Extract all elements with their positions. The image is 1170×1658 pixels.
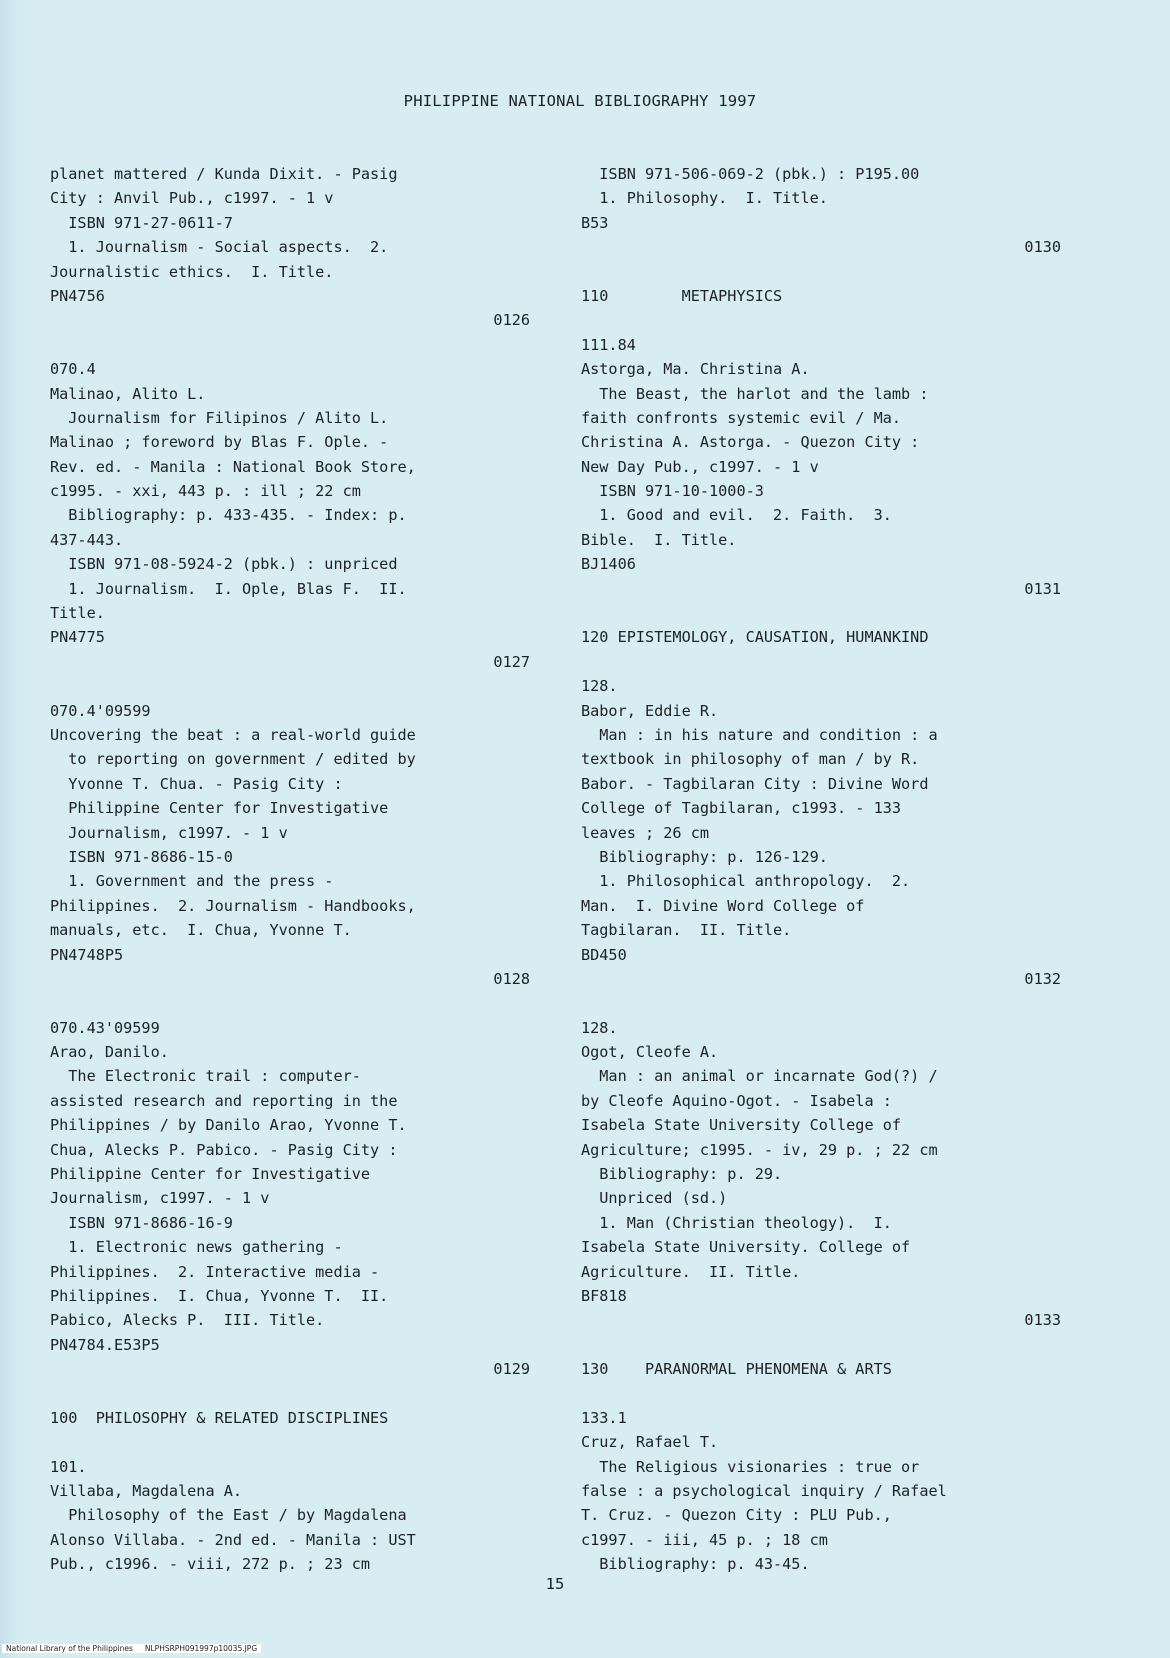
bibliography-entry bbox=[50, 1455, 530, 1577]
entry-line: BD450 bbox=[581, 945, 627, 964]
page-header: PHILIPPINE NATIONAL BIBLIOGRAPHY 1997 bbox=[403, 92, 757, 110]
section-heading: 130 PARANORMAL PHENOMENA & ARTS bbox=[581, 1360, 892, 1379]
entry-number: 0132 bbox=[1024, 969, 1061, 988]
entry-line: 1. Man (Christian theology). I. bbox=[581, 1213, 892, 1232]
spacer bbox=[50, 1382, 530, 1406]
entry-line: ISBN 971-27-0611-7 bbox=[50, 213, 233, 232]
entry-line: PN4775 bbox=[50, 628, 105, 647]
entry-line: The Religious visionaries : true or bbox=[581, 1457, 920, 1476]
entry-line: BJ1406 bbox=[581, 555, 636, 574]
entry-line: 1. Good and evil. 2. Faith. 3. bbox=[581, 506, 892, 525]
spacer bbox=[50, 333, 530, 357]
section-heading: 110 METAPHYSICS bbox=[581, 286, 783, 305]
section-heading: 100 PHILOSOPHY & RELATED DISCIPLINES bbox=[50, 1408, 389, 1427]
entry-line: ISBN 971-506-069-2 (pbk.) : P195.00 bbox=[581, 165, 920, 183]
entry-line: The Beast, the harlot and the lamb : bbox=[581, 384, 929, 403]
entry-number: 0129 bbox=[493, 1360, 530, 1379]
entry-line: Astorga, Ma. Christina A. bbox=[581, 360, 810, 379]
spacer bbox=[581, 601, 1061, 625]
entry-line: Journalism, c1997. - 1 v bbox=[50, 823, 288, 842]
spacer bbox=[581, 308, 1061, 332]
entry-line: Bibliography: p. 126-129. bbox=[581, 847, 828, 866]
spacer bbox=[50, 1430, 530, 1454]
entry-line: 437-443. bbox=[50, 530, 124, 549]
spacer bbox=[581, 1382, 1061, 1406]
spacer bbox=[581, 991, 1061, 1015]
entry-line: Christina A. Astorga. - Quezon City : bbox=[581, 433, 920, 452]
entry-line: PN4756 bbox=[50, 286, 105, 305]
entry-line: c1997. - iii, 45 p. ; 18 cm bbox=[581, 1530, 828, 1549]
bibliography-entry bbox=[581, 162, 1061, 260]
entry-line: 111.84 bbox=[581, 335, 636, 354]
entry-line: B53 bbox=[581, 213, 609, 232]
entry-number: 0126 bbox=[493, 311, 530, 330]
entry-line: Chua, Alecks P. Pabico. - Pasig City : bbox=[50, 1140, 398, 1159]
entry-line: 070.4 bbox=[50, 360, 96, 379]
entry-line: PN4784.E53P5 bbox=[50, 1335, 160, 1354]
entry-line: ISBN 971-08-5924-2 (pbk.) : unpriced bbox=[50, 555, 398, 574]
bibliography-entry bbox=[50, 162, 530, 333]
entry-line: 1. Journalism - Social aspects. 2. bbox=[50, 238, 389, 257]
entry-line: 1. Electronic news gathering - bbox=[50, 1238, 343, 1257]
entry-line: textbook in philosophy of man / by R. bbox=[581, 750, 920, 769]
entry-line: Journalistic ethics. I. Title. bbox=[50, 262, 334, 281]
entry-line: Title. bbox=[50, 604, 105, 623]
spacer bbox=[581, 650, 1061, 674]
entry-number: 0133 bbox=[1024, 1311, 1061, 1330]
bibliography-entry bbox=[581, 1016, 1061, 1333]
entry-line: Man : in his nature and condition : a bbox=[581, 725, 938, 744]
spacer bbox=[50, 674, 530, 698]
entry-line: 128. bbox=[581, 677, 618, 696]
entry-line: City : Anvil Pub., c1997. - 1 v bbox=[50, 189, 334, 208]
entry-line: Philippines. 2. Interactive media - bbox=[50, 1262, 380, 1281]
entry-number: 0128 bbox=[493, 969, 530, 988]
page-number: 15 bbox=[545, 1575, 565, 1593]
bibliography-entry bbox=[581, 674, 1061, 991]
entry-line: The Electronic trail : computer- bbox=[50, 1067, 361, 1086]
entry-line: Agriculture; c1995. - iv, 29 p. ; 22 cm bbox=[581, 1140, 938, 1159]
entry-number: 0131 bbox=[1024, 579, 1061, 598]
entry-line: Journalism for Filipinos / Alito L. bbox=[50, 408, 389, 427]
entry-line: 133.1 bbox=[581, 1408, 627, 1427]
entry-line: Bibliography: p. 29. bbox=[581, 1165, 783, 1184]
entry-line: Bibliography: p. 433-435. - Index: p. bbox=[50, 506, 407, 525]
entry-line: c1995. - xxi, 443 p. : ill ; 22 cm bbox=[50, 482, 361, 501]
spacer bbox=[50, 991, 530, 1015]
entry-line: Arao, Danilo. bbox=[50, 1043, 169, 1062]
left-column bbox=[50, 162, 530, 1577]
bibliography-entry bbox=[50, 1016, 530, 1382]
entry-line: Malinao, Alito L. bbox=[50, 384, 206, 403]
entry-line: 101. bbox=[50, 1457, 87, 1476]
entry-line: Malinao ; foreword by Blas F. Ople. - bbox=[50, 433, 389, 452]
entry-line: Babor, Eddie R. bbox=[581, 701, 719, 720]
entry-line: faith confronts systemic evil / Ma. bbox=[581, 408, 902, 427]
entry-number: 0127 bbox=[493, 652, 530, 671]
entry-line: to reporting on government / edited by bbox=[50, 750, 416, 769]
entry-line: assisted research and reporting in the bbox=[50, 1091, 398, 1110]
entry-line: false : a psychological inquiry / Rafael bbox=[581, 1482, 947, 1501]
entry-line: 1. Journalism. I. Ople, Blas F. II. bbox=[50, 579, 407, 598]
entry-line: 1. Philosophical anthropology. 2. bbox=[581, 872, 911, 891]
spacer bbox=[581, 1333, 1061, 1357]
entry-line: Philippines. I. Chua, Yvonne T. II. bbox=[50, 1286, 389, 1305]
entry-line: 070.43'09599 bbox=[50, 1018, 160, 1037]
entry-line: Philippines / by Danilo Arao, Yvonne T. bbox=[50, 1116, 407, 1135]
entry-line: Uncovering the beat : a real-world guide bbox=[50, 725, 416, 744]
entry-line: Bibliography: p. 43-45. bbox=[581, 1555, 810, 1574]
entry-line: Isabela State University. College of bbox=[581, 1238, 911, 1257]
entry-line: Man. I. Divine Word College of bbox=[581, 896, 865, 915]
entry-line: 070.4'09599 bbox=[50, 701, 151, 720]
entry-line: ISBN 971-8686-16-9 bbox=[50, 1213, 233, 1232]
entry-line: manuals, etc. I. Chua, Yvonne T. bbox=[50, 921, 352, 940]
entry-line: by Cleofe Aquino-Ogot. - Isabela : bbox=[581, 1091, 892, 1110]
entry-line: New Day Pub., c1997. - 1 v bbox=[581, 457, 819, 476]
entry-line: Bible. I. Title. bbox=[581, 530, 737, 549]
entry-line: planet mattered / Kunda Dixit. - Pasig bbox=[50, 165, 398, 183]
entry-line: Yvonne T. Chua. - Pasig City : bbox=[50, 774, 343, 793]
entry-line: Rev. ed. - Manila : National Book Store, bbox=[50, 457, 416, 476]
entry-line: Philippines. 2. Journalism - Handbooks, bbox=[50, 896, 416, 915]
entry-line: 1. Philosophy. I. Title. bbox=[581, 189, 828, 208]
entry-line: College of Tagbilaran, c1993. - 133 bbox=[581, 799, 902, 818]
entry-line: Villaba, Magdalena A. bbox=[50, 1482, 243, 1501]
entry-line: Pub., c1996. - viii, 272 p. ; 23 cm bbox=[50, 1555, 371, 1574]
entry-line: Philosophy of the East / by Magdalena bbox=[50, 1506, 407, 1525]
entry-line: Journalism, c1997. - 1 v bbox=[50, 1189, 270, 1208]
entry-line: T. Cruz. - Quezon City : PLU Pub., bbox=[581, 1506, 892, 1525]
entry-line: Philippine Center for Investigative bbox=[50, 1165, 371, 1184]
entry-line: Babor. - Tagbilaran City : Divine Word bbox=[581, 774, 929, 793]
entry-line: PN4748P5 bbox=[50, 945, 124, 964]
entry-line: Cruz, Rafael T. bbox=[581, 1433, 719, 1452]
spacer bbox=[581, 260, 1061, 284]
entry-line: Unpriced (sd.) bbox=[581, 1189, 728, 1208]
entry-line: leaves ; 26 cm bbox=[581, 823, 710, 842]
entry-line: Alonso Villaba. - 2nd ed. - Manila : UST bbox=[50, 1530, 416, 1549]
entry-line: Man : an animal or incarnate God(?) / bbox=[581, 1067, 938, 1086]
entry-line: Isabela State University College of bbox=[581, 1116, 902, 1135]
right-column bbox=[581, 162, 1061, 1577]
scan-footer-note: National Library of the Philippines NLPHSRPH091997p10035.JPG bbox=[2, 1644, 261, 1653]
bibliography-entry bbox=[50, 357, 530, 674]
entry-line: BF818 bbox=[581, 1286, 627, 1305]
entry-line: 1. Government and the press - bbox=[50, 872, 334, 891]
bibliography-entry bbox=[581, 333, 1061, 601]
entry-line: ISBN 971-10-1000-3 bbox=[581, 482, 764, 501]
bibliography-entry bbox=[581, 1406, 1061, 1577]
entry-line: Tagbilaran. II. Title. bbox=[581, 921, 792, 940]
bibliography-entry bbox=[50, 699, 530, 992]
section-heading: 120 EPISTEMOLOGY, CAUSATION, HUMANKIND bbox=[581, 628, 929, 647]
entry-line: Philippine Center for Investigative bbox=[50, 799, 389, 818]
entry-line: ISBN 971-8686-15-0 bbox=[50, 847, 233, 866]
entry-number: 0130 bbox=[1024, 238, 1061, 257]
entry-line: Ogot, Cleofe A. bbox=[581, 1043, 719, 1062]
entry-line: 128. bbox=[581, 1018, 618, 1037]
entry-line: Agriculture. II. Title. bbox=[581, 1262, 801, 1281]
entry-line: Pabico, Alecks P. III. Title. bbox=[50, 1311, 325, 1330]
